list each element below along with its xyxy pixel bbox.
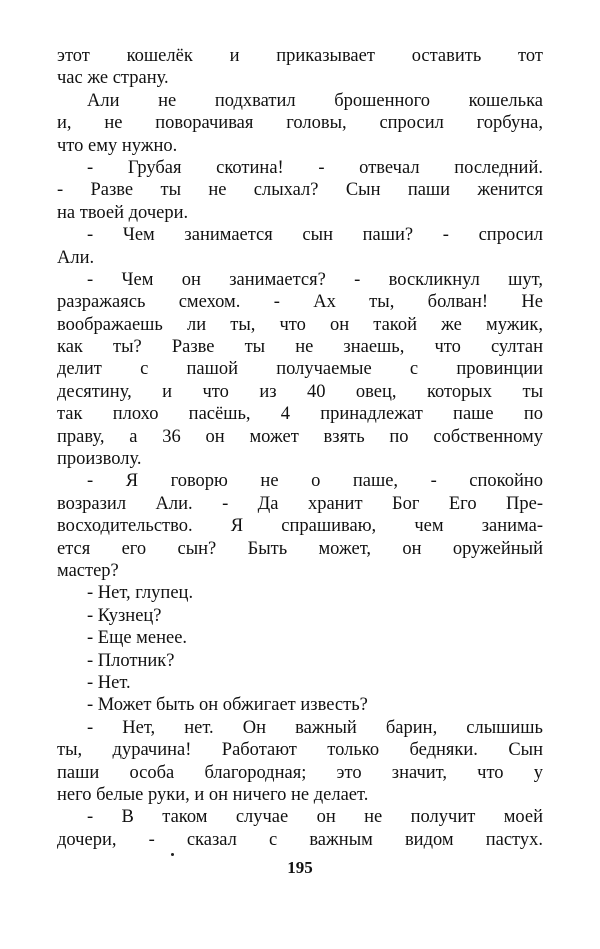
text-line: - Еще менее. bbox=[87, 628, 188, 649]
text-line: и, не поворачивая головы, спросил горбуна, bbox=[57, 113, 543, 134]
text-line: на твоей дочери. bbox=[57, 202, 189, 223]
text-line: как ты? Разве ты не знаешь, что султан bbox=[57, 337, 543, 358]
text-line: воображаешь ли ты, что он такой же мужик, bbox=[57, 314, 543, 335]
text-line: - Нет, нет. Он важный барин, слышишь bbox=[87, 717, 543, 738]
text-line: возразил Али. - Да хранит Бог Его Пре- bbox=[57, 493, 543, 514]
text-line: произволу. bbox=[57, 449, 142, 470]
text-line: этот кошелёк и приказывает оставить тот bbox=[57, 46, 543, 66]
text-line: - Чем он занимается? - воскликнул шут, bbox=[87, 269, 543, 290]
text-line: ется его сын? Быть может, он оружейный bbox=[57, 538, 543, 559]
text-line: Али. bbox=[57, 247, 95, 268]
text-line: восходительство. Я спрашиваю, чем занима- bbox=[57, 516, 543, 537]
text-line: паши особа благородная; это значит, что у bbox=[57, 762, 543, 783]
text-line: так плохо пасёшь, 4 принадлежат паше по bbox=[57, 404, 543, 425]
text-line: - Разве ты не слыхал? Сын паши женится bbox=[57, 180, 543, 201]
page-number: 195 bbox=[287, 858, 313, 877]
text-line: мастер? bbox=[57, 560, 119, 581]
text-line: него белые руки, и он ничего не делает. bbox=[57, 784, 369, 805]
text-line: дочери, - сказал с важным видом пастух. bbox=[57, 829, 543, 850]
print-speck bbox=[171, 853, 174, 856]
text-line: час же страну. bbox=[57, 68, 169, 89]
text-line: - Грубая скотина! - отвечал последний. bbox=[87, 157, 543, 178]
text-line: разражаясь смехом. - Ах ты, болван! Не bbox=[57, 292, 543, 313]
text-line: - Чем занимается сын паши? - спросил bbox=[87, 225, 543, 246]
text-line: - Я говорю не о паше, - спокойно bbox=[87, 471, 543, 492]
text-line: десятину, и что из 40 овец, которых ты bbox=[57, 381, 543, 402]
text-line: ты, дурачина! Работают только бедняки. Сын bbox=[57, 740, 543, 761]
text-line: - Нет. bbox=[87, 672, 131, 693]
text-line: - Кузнец? bbox=[87, 605, 162, 626]
text-line: делит с пашой получаемые с провинции bbox=[57, 359, 543, 380]
text-line: - В таком случае он не получит моей bbox=[87, 807, 543, 828]
text-line: что ему нужно. bbox=[57, 135, 178, 156]
page-body-text bbox=[57, 45, 543, 851]
text-line: - Плотник? bbox=[87, 650, 175, 671]
text-line: - Нет, глупец. bbox=[87, 583, 194, 604]
text-line: Али не подхватил брошенного кошелька bbox=[87, 90, 543, 111]
text-line: - Может быть он обжигает известь? bbox=[87, 695, 368, 716]
text-line: праву, а 36 он может взять по собственному bbox=[57, 426, 543, 447]
